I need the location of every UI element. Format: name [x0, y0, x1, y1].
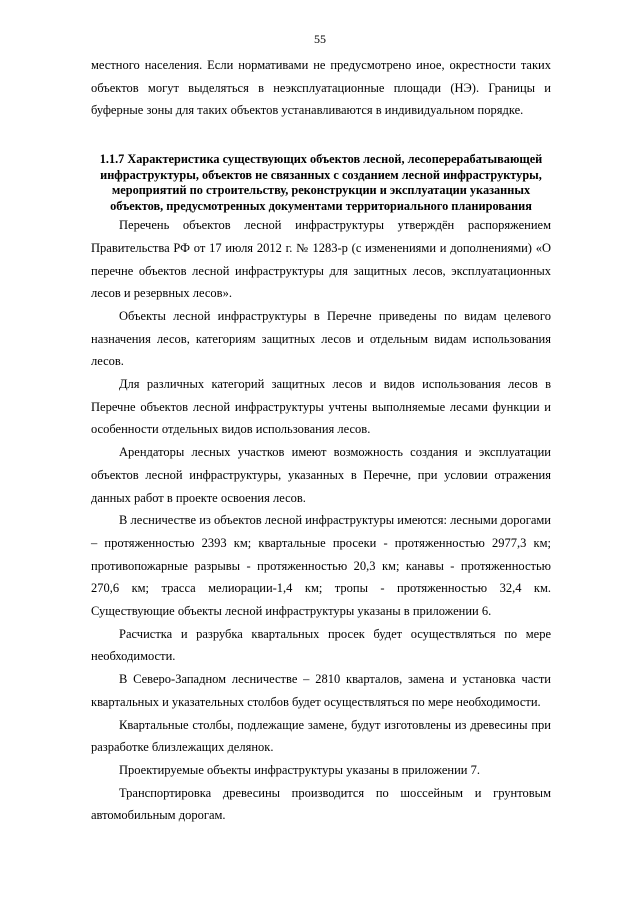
paragraph: Арендаторы лесных участков имеют возможность создания и эксплуатации объектов лесной инфраструктуры, указанных в Перечне, при условии отражения данных работ в проекте освоения лесов.	[91, 445, 551, 505]
paragraph: В Северо-Западном лесничестве – 2810 кварталов, замена и установка части квартальных и указательных столбов будет осуществляться по мере необходимости.	[91, 672, 551, 709]
paragraph: В лесничестве из объектов лесной инфраструктуры имеются: лесными дорогами – протяженностью 2393 км; квартальные просеки - протяженностью 2977,3 км; противопожарные разрывы - протяженностью 20,3 км; канавы - протяженностью 270,6 км; трасса мелиорации-1,4 км; тропы - протяженностью 32,4 км. Существующие объекты лесной инфраструктуры указаны в приложении 6.	[91, 513, 551, 619]
paragraph: Транспортировка древесины производится по шоссейным и грунтовым автомобильным дорогам.	[91, 785, 551, 823]
paragraph-continuation: местного населения. Если нормативами не предусмотрено иное, окрестности таких объектов могут выделяться в неэксплуатационные площади (НЭ). Границы и буферные зоны для таких объектов устанавливаются в индивидуальном порядке.	[91, 58, 551, 118]
page-number: 55	[314, 32, 326, 46]
paragraph: Квартальные столбы, подлежащие замене, будут изготовлены из древесины при разработке близлежащих делянок.	[91, 717, 551, 755]
paragraph: Для различных категорий защитных лесов и видов использования лесов в Перечне объектов лесной инфраструктуры учтены выполняемые лесами функции и особенности отдельных видов использования лесов.	[91, 377, 551, 437]
document-body	[91, 54, 551, 827]
paragraph: Объекты лесной инфраструктуры в Перечне приведены по видам целевого назначения лесов, категориям защитных лесов и отдельным видам использования лесов.	[91, 308, 551, 369]
paragraph: Расчистка и разрубка квартальных просек будет осуществляться по мере необходимости.	[91, 626, 551, 664]
paragraph: Перечень объектов лесной инфраструктуры утверждён распоряжением Правительства РФ от 17 июля 2012 г. № 1283-р (с изменениями и дополнениями) «О перечне объектов лесной инфраструктуры для защитных лесов, эксплуатационных лесов и резервных лесов».	[91, 218, 551, 301]
section-heading: 1.1.7 Характеристика существующих объектов лесной, лесоперерабатывающей инфраструктуры, объектов не связанных с созданием лесной инфраструктуры, мероприятий по строительству, реконструкции и эксплуатации указанных объектов, предусмотренных документами территориального планирования	[99, 152, 543, 213]
paragraph: Проектируемые объекты инфраструктуры указаны в приложении 7.	[119, 762, 480, 777]
